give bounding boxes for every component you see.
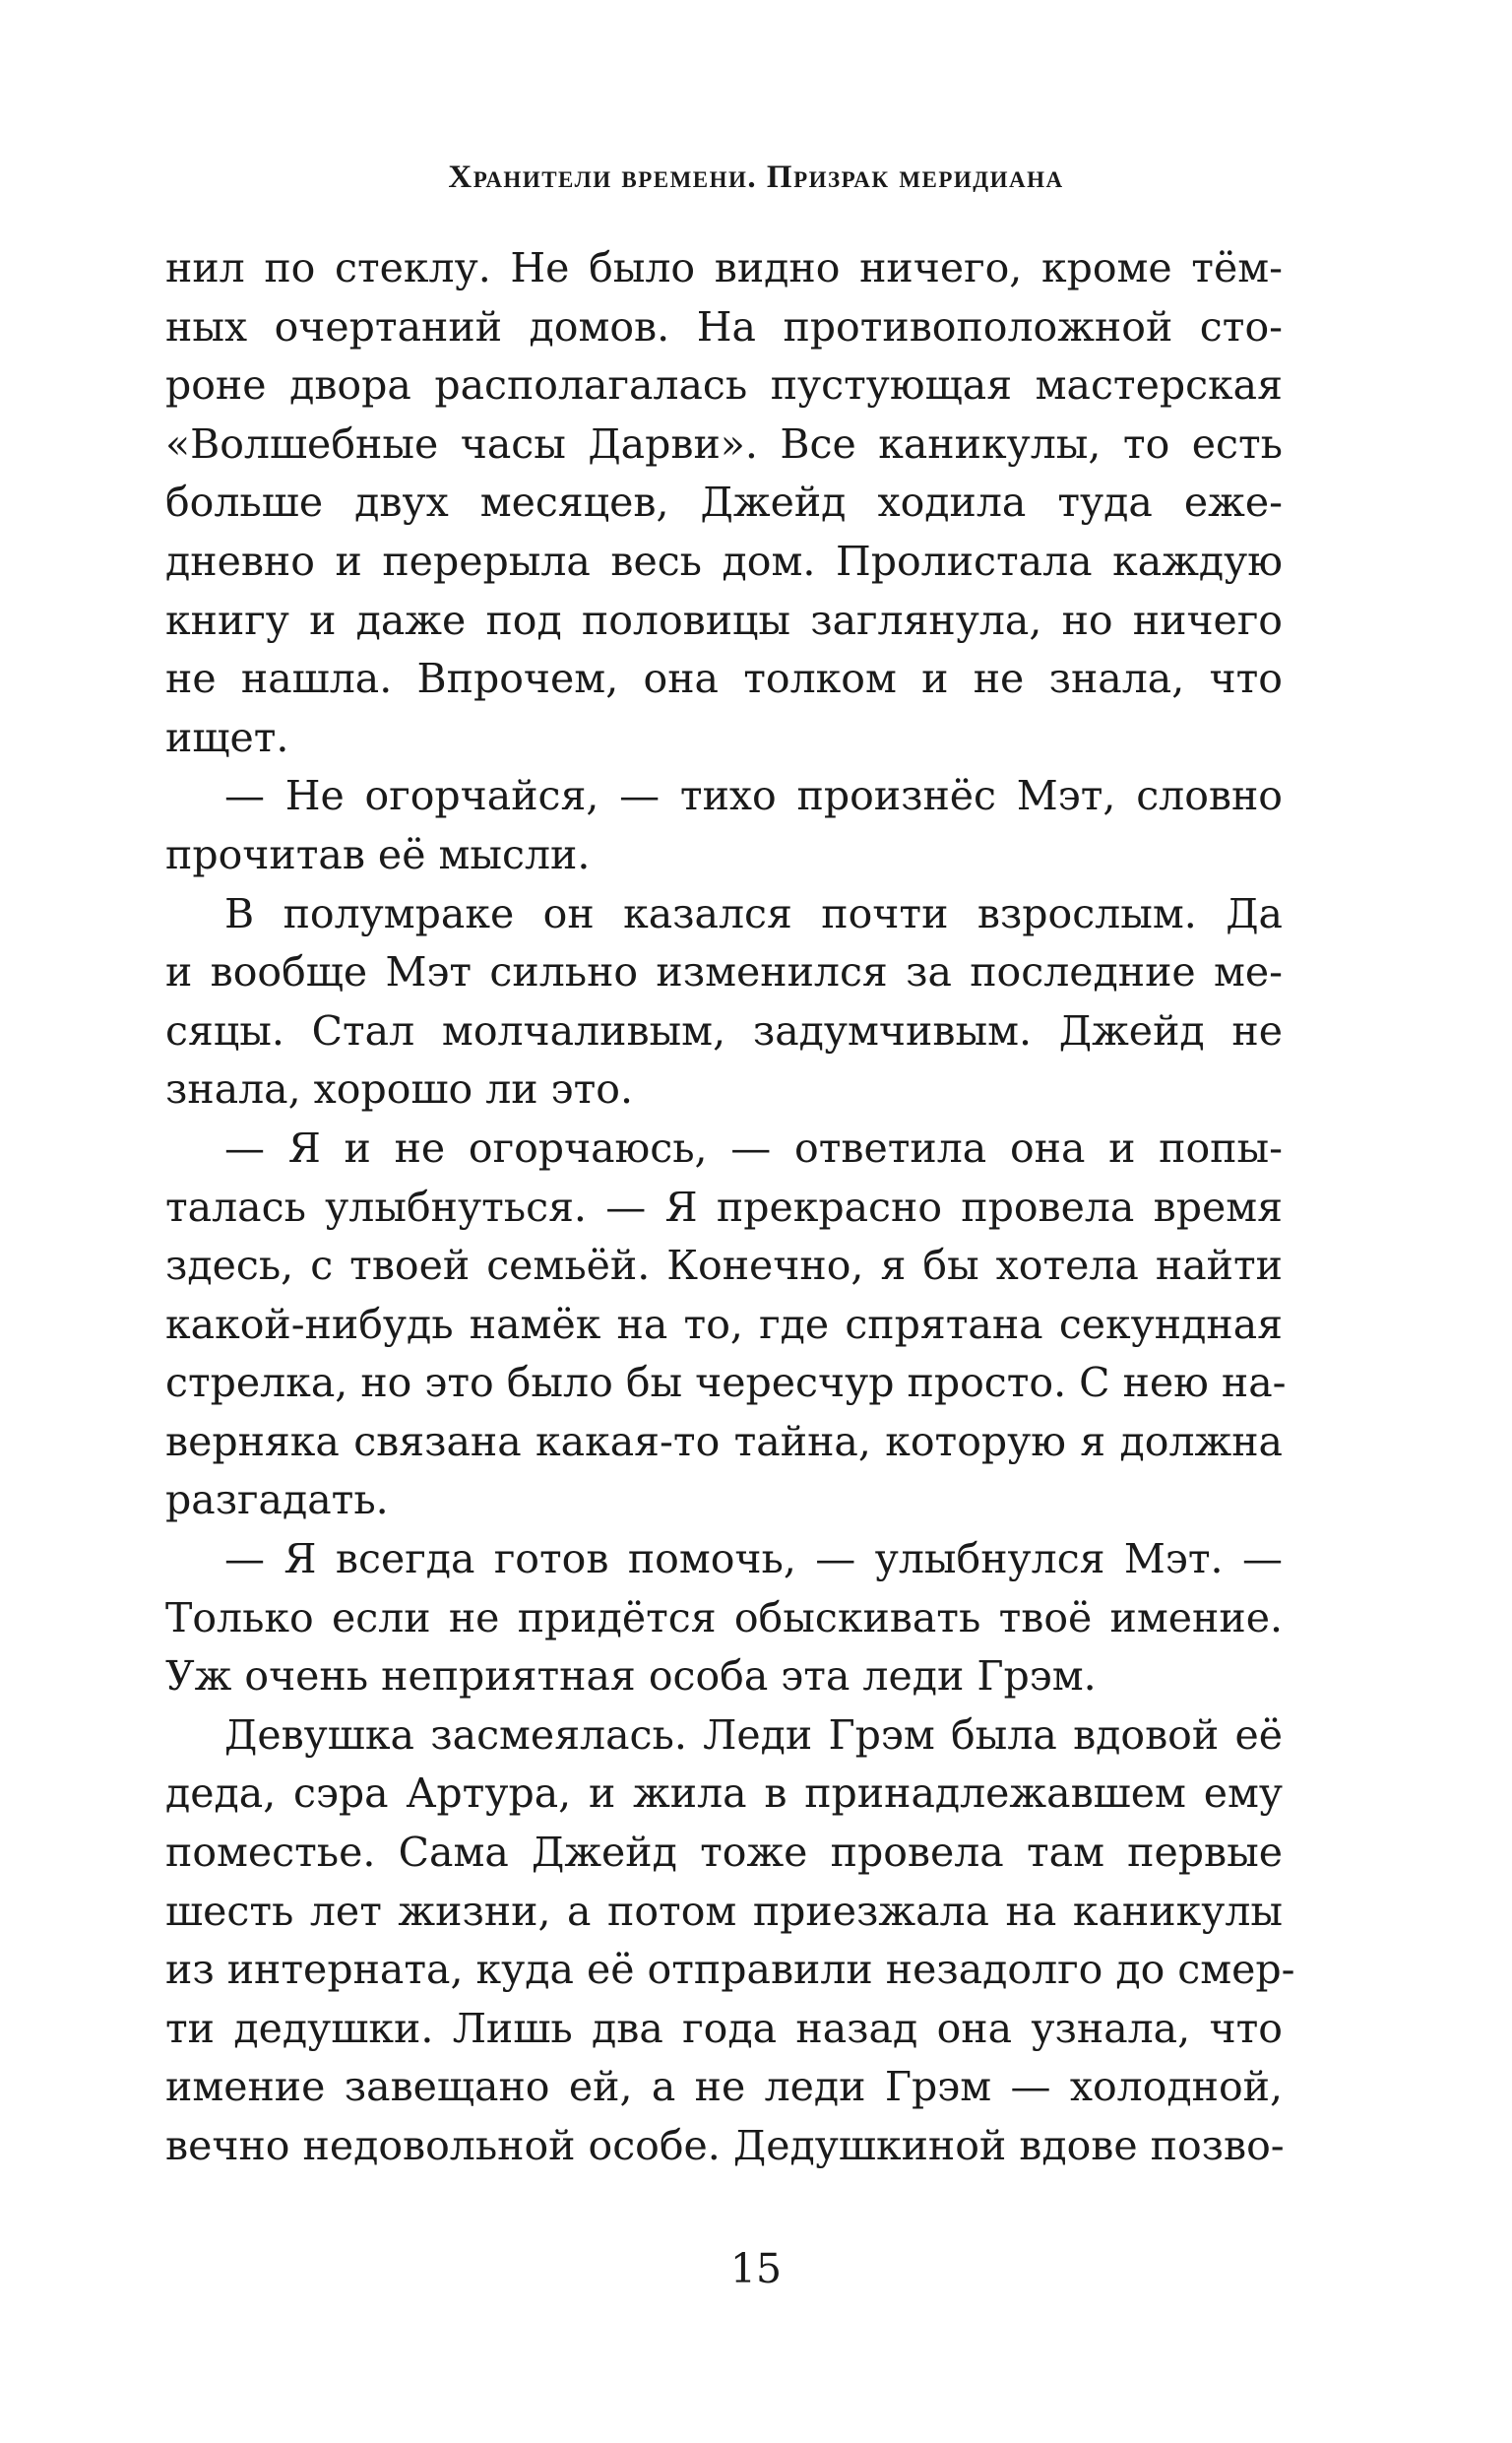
text-line: — Я всегда готов помочь, — улыбнулся Мэт. —: [224, 1535, 1283, 1583]
text-line: — Я и не огорчаюсь, — ответила она и попы-: [224, 1124, 1283, 1172]
text-line: шесть лет жизни, а потом приезжала на каникулы: [165, 1887, 1283, 1935]
text-line: имение завещано ей, а не леди Грэм — холодной,: [165, 2063, 1283, 2111]
text-line: роне двора располагалась пустующая мастерская: [165, 361, 1283, 410]
text-line: ных очертаний домов. На противоположной сто-: [165, 302, 1283, 351]
text-line: — Не огорчайся, — тихо произнёс Мэт, словно: [224, 772, 1283, 820]
text-line: «Волшебные часы Дарви». Все каникулы, то есть: [165, 419, 1283, 468]
text-line: из интерната, куда её отправили незадолго до смер-: [165, 1946, 1295, 1994]
text-line: не нашла. Впрочем, она толком и не знала, что: [165, 655, 1283, 703]
text-line: верняка связана какая-то тайна, которую я должна: [165, 1417, 1283, 1465]
text-line: книгу и даже под половицы заглянула, но ничего: [165, 596, 1283, 644]
text-line: сяцы. Стал молчаливым, задумчивым. Джейд не: [165, 1006, 1283, 1055]
text-line: разгадать.: [165, 1476, 389, 1524]
text-line: В полумраке он казался почти взрослым. Да: [224, 889, 1283, 937]
text-line: Девушка засмеялась. Леди Грэм была вдовой её: [224, 1710, 1283, 1759]
text-line: нил по стеклу. Не было видно ничего, кроме тём-: [165, 244, 1283, 291]
text-line: и вообще Мэт сильно изменился за последние ме-: [165, 948, 1283, 996]
text-line: здесь, с твоей семьёй. Конечно, я бы хотела найти: [165, 1242, 1283, 1290]
text-line: талась улыбнуться. — Я прекрасно провела время: [165, 1183, 1283, 1231]
text-line: Только если не придётся обыскивать твоё имение.: [165, 1593, 1283, 1641]
text-line: прочитав её мысли.: [165, 830, 591, 878]
text-line: знала, хорошо ли это.: [165, 1065, 634, 1114]
text-line: деда, сэра Артура, и жила в принадлежавшем ему: [165, 1769, 1283, 1818]
text-line: вечно недовольной особе. Дедушкиной вдове позво-: [165, 2122, 1285, 2169]
text-line: Уж очень неприятная особа эта леди Грэм.: [165, 1652, 1097, 1701]
page-number: 15: [729, 2245, 783, 2292]
text-line: ищет.: [165, 713, 289, 761]
text-line: дневно и перерыла весь дом. Пролистала каждую: [165, 537, 1283, 585]
text-line: ти дедушки. Лишь два года назад она узнала, что: [165, 2004, 1283, 2052]
text-line: стрелка, но это было бы чересчур просто. С нею на-: [165, 1359, 1287, 1407]
text-line: какой-нибудь намёк на то, где спрятана секундная: [165, 1300, 1283, 1348]
text-line: больше двух месяцев, Джейд ходила туда еже-: [165, 479, 1283, 527]
text-line: поместье. Сама Джейд тоже провела там первые: [165, 1829, 1283, 1877]
body-text: [165, 239, 1295, 2176]
running-head: Хранители времени. Призрак меридиана: [448, 160, 1064, 195]
